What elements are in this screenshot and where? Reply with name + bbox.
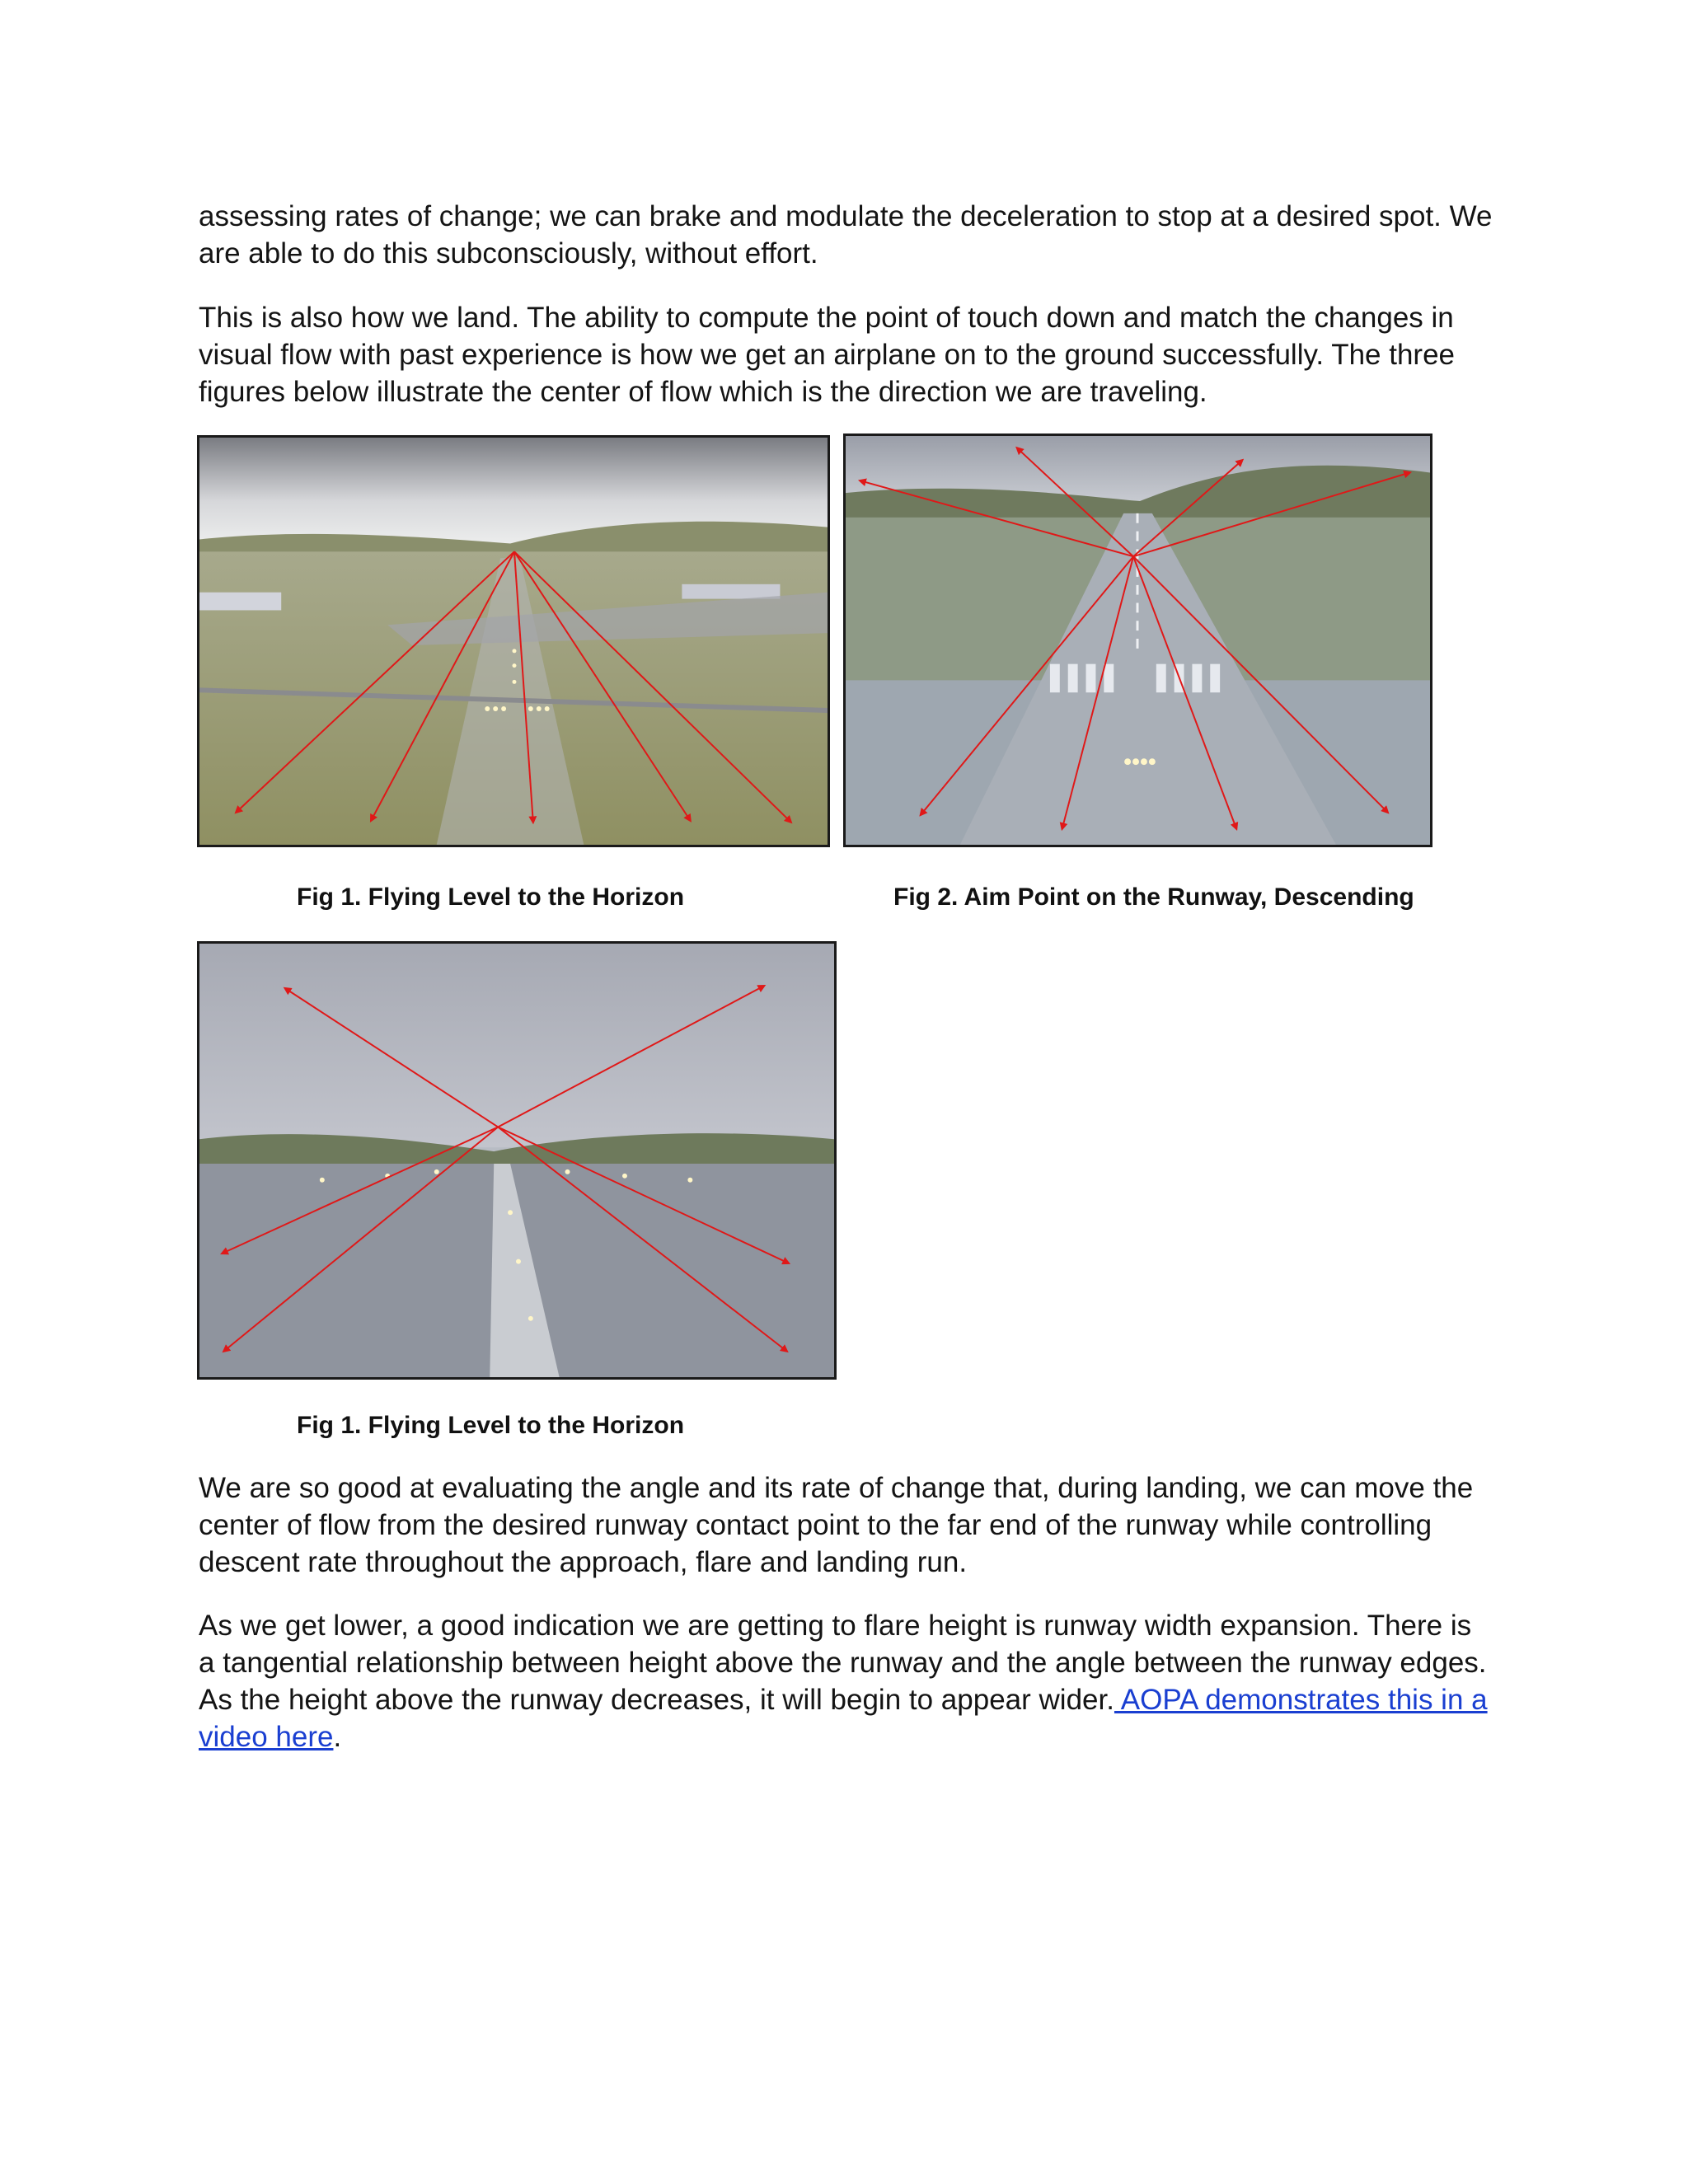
figure-2-caption: Fig 2. Aim Point on the Runway, Descending <box>893 883 1414 911</box>
paragraph-angle: We are so good at evaluating the angle and its rate of change that, during landing, we can move the center of flow from the desired runway contact point to the far end of the runway while controlling descent rate throughout the approach, flare and landing run. <box>199 1472 1474 1578</box>
terminal-left <box>199 593 281 611</box>
figure-3-scene <box>199 944 834 1377</box>
paragraph-flare-end: . <box>333 1721 342 1753</box>
figure-1-scene <box>199 438 828 845</box>
aopa-video-link[interactable]: AOPA demonstrates this in a video here <box>199 1684 1488 1753</box>
figure-2-image <box>843 434 1432 847</box>
figure-1-image <box>197 435 830 847</box>
figure-2-scene <box>846 436 1430 845</box>
figure-3-caption: Fig 1. Flying Level to the Horizon <box>297 1412 685 1439</box>
figure-1-caption: Fig 1. Flying Level to the Horizon <box>297 883 685 911</box>
paragraph-flare-text: As we get lower, a good indication we are getting to flare height is runway width expansion. There is a tangential relationship between height above the runway and the angle between the runway edges. As the height above the runway decreases, it will begin to appear wider. <box>199 1610 1487 1716</box>
paragraph-landing: This is also how we land. The ability to compute the point of touch down and match the changes in visual flow with past experience is how we get an airplane on to the ground successfully. The three figures below illustrate the center of flow which is the direction we are traveling. <box>199 302 1456 408</box>
paragraph-flare <box>199 1607 1493 1755</box>
figure-3-image <box>197 941 837 1380</box>
terminal-right <box>682 584 780 599</box>
paragraph-intro: assessing rates of change; we can brake and modulate the deceleration to stop at a desired spot. We are able to do this subconsciously, without effort. <box>199 200 1493 269</box>
